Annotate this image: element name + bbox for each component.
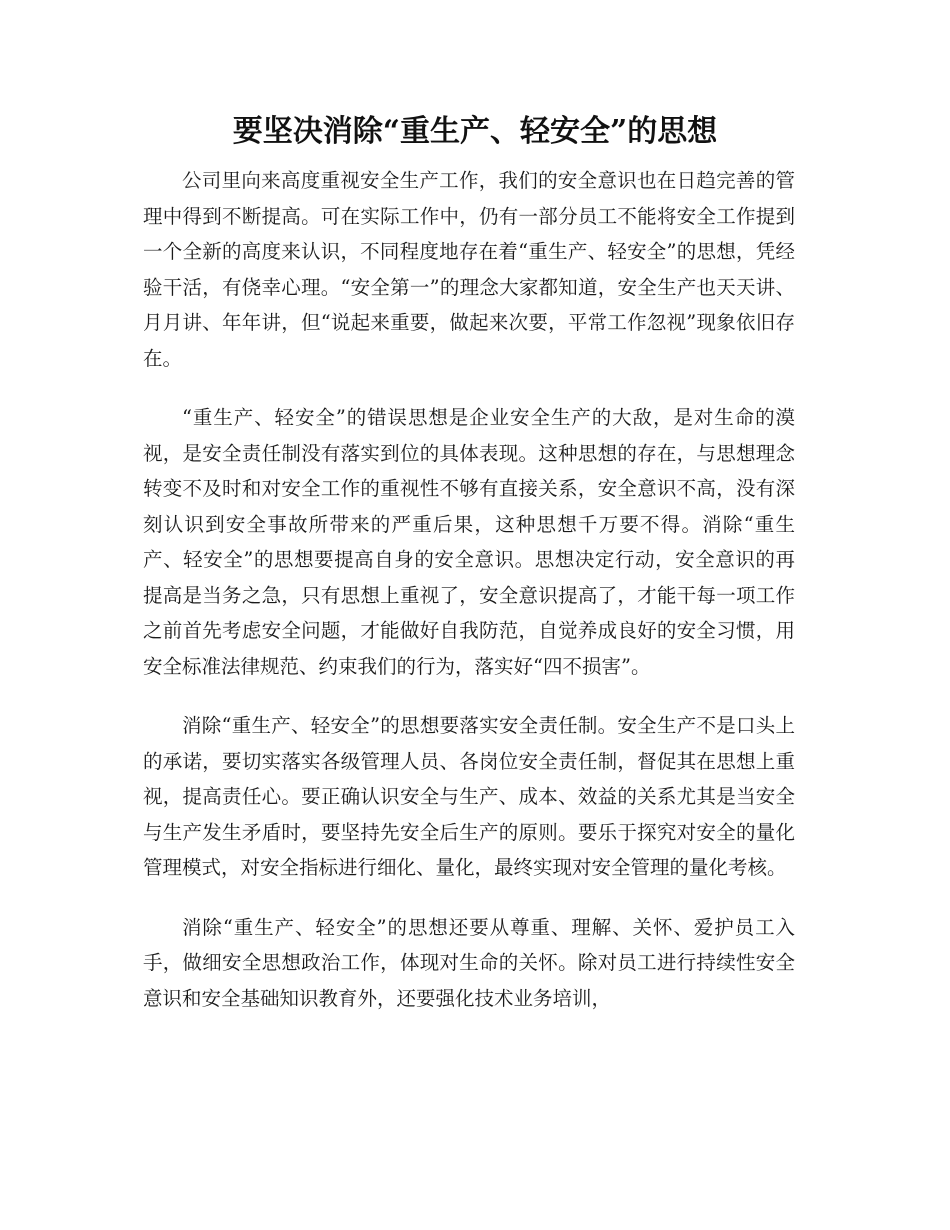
paragraph-3: 消除“重生产、轻安全”的思想要落实安全责任制。安全生产不是口头上的承诺，要切实落实各级管理人员、各岗位安全责任制，督促其在思想上重视，提高责任心。要正确认识安全与生产、成本、效益的关系尤其是当安全与生产发生矛盾时，要坚持先安全后生产的原则。要乐于探究对安全的量化管理模式，对安全指标进行细化、量化，最终实现对安全管理的量化考核。 xyxy=(143,714,795,879)
paragraph-1: 公司里向来高度重视安全生产工作，我们的安全意识也在日趋完善的管理中得到不断提高。可在实际工作中，仍有一部分员工不能将安全工作提到一个全新的高度来认识，不同程度地存在着“重生产、轻安全”的思想，凭经验干活，有侥幸心理。“安全第一”的理念大家都知道，安全生产也天天讲、月月讲、年年讲，但“说起来重要，做起来次要，平常工作忽视”现象依旧存在。 xyxy=(143,169,795,370)
paragraph-2: “重生产、轻安全”的错误思想是企业安全生产的大敌，是对生命的漠视，是安全责任制没有落实到位的具体表现。这种思想的存在，与思想理念转变不及时和对安全工作的重视性不够有直接关系，安全意识不高，没有深刻认识到安全事故所带来的严重后果，这种思想千万要不得。消除“重生产、轻安全”的思想要提高自身的安全意识。思想决定行动，安全意识的再提高是当务之急，只有思想上重视了，安全意识提高了，才能干每一项工作之前首先考虑安全问题，才能做好自我防范，自觉养成良好的安全习惯，用安全标准法律规范、约束我们的行为，落实好“四不损害”。 xyxy=(143,406,795,678)
paragraph-4: 消除“重生产、轻安全”的思想还要从尊重、理解、关怀、爱护员工入手，做细安全思想政治工作，体现对生命的关怀。除对员工进行持续性安全意识和安全基础知识教育外，还要强化技术业务培训， xyxy=(143,915,795,1010)
document-body xyxy=(143,163,795,1040)
document-title: 要坚决消除“重生产、轻安全”的思想 xyxy=(232,114,718,149)
